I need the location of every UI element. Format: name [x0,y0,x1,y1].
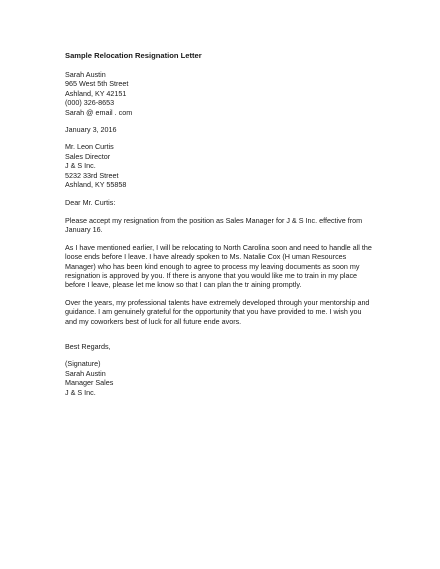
letter-title: Sample Relocation Resignation Letter [65,51,202,60]
sender-email: Sarah @ email . com [65,107,133,117]
sender-name: Sarah Austin [65,70,106,79]
salutation: Dear Mr. Curtis: [65,198,116,208]
signature-company: J & S Inc. [65,387,96,397]
recipient-title: Sales Director [65,151,111,161]
sender-city: Ashland, KY 42151 [65,88,127,98]
sender-phone: (000) 326-8653 [65,98,115,108]
signature-placeholder: (Signature) [65,359,101,369]
body-paragraph-2: As I have mentioned earlier, I will be relocating to North Carolina soon and need to handle all the loose ends before I leave. I have already spoken to Ms. Natalie Cox (H uman Resources Manager) who has been kind enough to agree to process my leaving documents as soon my resignation is approved by you. If there is anyone that you would like me to train in my place before I leave, please let me know so that I can plan the tr aining promptly. [65,242,372,290]
signature-title: Manager Sales [65,378,114,388]
sender-address [65,70,385,117]
recipient-city: Ashland, KY 55858 [65,180,127,190]
recipient-company: J & S Inc. [65,161,96,171]
body-paragraph-3: Over the years, my professional talents have extremely developed through your mentorship and guidance. I am genuinely grateful for the opportunity that you have provided to me. I wish you and my coworkers best of luck for all future ende avors. [65,297,370,326]
body-paragraph-1: Please accept my resignation from the position as Sales Manager for J & S Inc. effective from January 16. [65,215,363,235]
signature-block [65,359,385,397]
recipient-address [65,142,385,189]
letter-date: January 3, 2016 [65,125,117,135]
sender-street: 965 West 5th Street [65,79,129,89]
closing: Best Regards, [65,341,111,351]
signature-name: Sarah Austin [65,368,106,378]
letter-page [65,51,385,397]
recipient-name: Mr. Leon Curtis [65,142,114,152]
recipient-street: 5232 33rd Street [65,170,119,180]
